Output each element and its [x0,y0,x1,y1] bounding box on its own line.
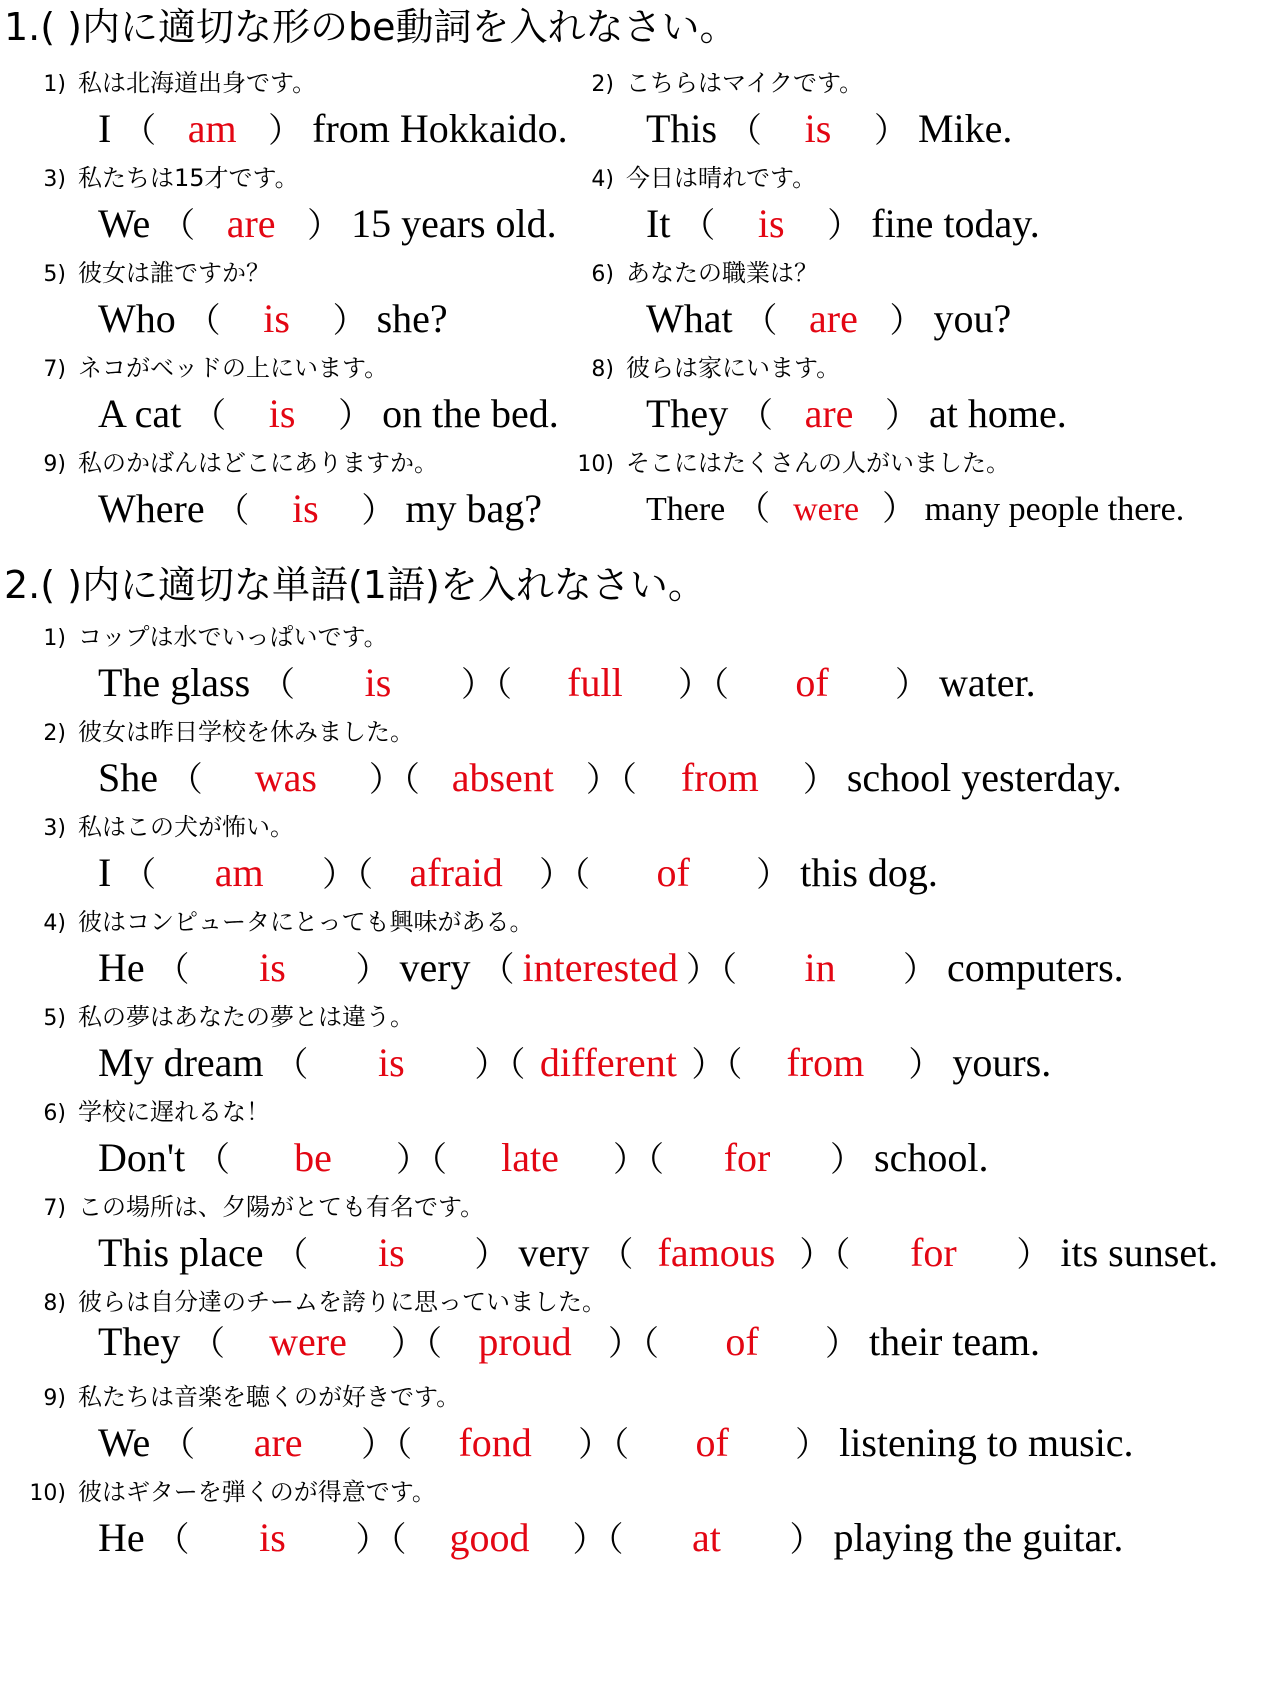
paren-close: ） [578,1425,613,1465]
sentence-mid: very [389,945,481,990]
sentence [646,292,1011,346]
paren-close: ） [885,396,919,436]
prompt-jp [0,1382,460,1412]
answer-blank-1[interactable]: is [259,945,286,990]
answer-blank-3[interactable]: for [910,1230,957,1275]
prompt-jp [0,163,299,193]
paren-open: （ [573,855,591,895]
sentence [98,656,1036,710]
s1-item-2 [548,68,1188,168]
paren-open: （ [150,1425,196,1465]
paren-close: ） [332,301,367,341]
sentence-pre: Don't [98,1135,186,1180]
sentence-pre: They [98,1319,181,1364]
sentence [98,941,1124,995]
sentence-post: this dog. [790,850,938,895]
sentence-pre: My dream [98,1040,264,1085]
answer-blank[interactable]: is [292,486,319,531]
prompt-text: 私はこの犬が怖い。 [78,813,294,841]
paren-close: ） [678,665,712,705]
answer-blank-3[interactable]: of [695,1420,729,1465]
sentence [98,387,559,441]
item-number: 4) [43,911,66,936]
s1-item-6 [548,258,1188,358]
sentence-mid: very [508,1230,600,1275]
prompt-text: 私たちは15才です。 [78,164,299,192]
item-number: 3) [43,816,66,841]
sentence [98,482,542,536]
section2-title: 2.( )内に適切な単語(1語)を入れなさい。 [4,563,706,607]
answer-blank-1[interactable]: is [377,1230,405,1275]
paren-open: （ [175,301,221,341]
paren-open: （ [606,1520,624,1560]
prompt-jp [0,353,388,383]
s1-item-10 [548,448,1280,548]
prompt-jp [0,258,270,288]
prompt-text: 彼はギターを弾くのが得意です。 [78,1478,436,1506]
paren-close: ） [368,760,403,800]
prompt-text: この場所は、夕陽がとても有名です。 [78,1193,485,1221]
item-number: 7) [43,357,66,382]
item-number: 7) [43,1196,66,1221]
sentence-post: its sunset. [1050,1230,1219,1275]
paren-close: ） [789,1520,824,1560]
s1-item-7 [0,353,640,453]
answer-blank[interactable]: are [809,296,858,341]
answer-blank-3[interactable]: of [656,850,690,895]
answer-blank-2[interactable]: afraid [409,850,503,895]
s2-item-4 [0,907,1280,1007]
item-number: 8) [591,357,614,382]
answer-blank-3[interactable]: for [723,1135,771,1180]
answer-blank-1[interactable]: are [253,1420,303,1465]
paren-open: （ [508,1045,526,1085]
paren-close: ） [903,950,938,990]
paren-open: （ [720,950,738,990]
prompt-text: そこにはたくさんの人がいました。 [626,449,1010,477]
sentence-pre: He [98,945,145,990]
sentence [646,102,1012,156]
paren-open: （ [158,760,203,800]
answer-blank-2[interactable]: fond [458,1420,532,1465]
paren-close: ） [539,855,574,895]
sentence [98,292,448,346]
answer-blank[interactable]: is [263,296,290,341]
paren-open: （ [204,491,250,531]
answer-blank-2[interactable]: late [501,1135,559,1180]
sentence-post: school yesterday. [836,755,1122,800]
sentence-post: many people there. [916,491,1185,528]
paren-close: ） [461,665,495,705]
paren-close: ） [802,760,837,800]
paren-close: ） [396,1140,431,1180]
sentence [646,197,1040,251]
answer-blank-2[interactable]: proud [478,1319,572,1364]
prompt-text: 学校に遅れるな！ [78,1098,270,1126]
paren-close: ） [830,1140,865,1180]
s2-item-5 [0,1002,1280,1102]
sentence [98,197,557,251]
sentence-post: yours. [942,1040,1052,1085]
paren-open: （ [833,1235,851,1275]
prompt-jp [548,258,818,288]
prompt-text: 私のかばんはどこにありますか。 [78,449,438,477]
paren-open: （ [263,1235,309,1275]
paren-open: （ [250,665,295,705]
s2-item-8 [0,1287,1280,1387]
paren-open: （ [144,950,190,990]
sentence-pre: They [646,391,729,436]
sentence [98,751,1122,805]
sentence-post: fine today. [861,201,1040,246]
prompt-jp [548,448,1010,478]
prompt-jp [0,448,438,478]
prompt-jp [0,622,388,652]
paren-close: ） [686,950,721,990]
paren-close: ） [895,665,929,705]
sentence-pre: I [98,850,112,895]
paren-close: ） [608,1324,642,1364]
paren-close: ） [613,1140,648,1180]
paren-close: ） [825,1324,859,1364]
item-number: 6) [43,1101,66,1126]
prompt-text: 彼らは家にいます。 [626,354,841,382]
answer-blank-2[interactable]: good [449,1515,530,1560]
sentence-post: on the bed. [372,391,559,436]
paren-close: ） [572,1520,607,1560]
sentence-pre: He [98,1515,145,1560]
sentence-pre: We [98,1420,151,1465]
paren-close: ） [355,1520,390,1560]
item-number: 1) [43,72,66,97]
s1-item-3 [0,163,640,263]
sentence-post: you? [923,296,1012,341]
paren-close: ） [756,855,791,895]
paren-open: （ [430,1140,448,1180]
paren-close: ） [908,1045,943,1085]
paren-close: ） [322,855,357,895]
paren-open: （ [180,1324,225,1364]
sentence-pre: She [98,755,158,800]
prompt-text: こちらはマイクです。 [626,69,864,97]
answer-blank[interactable]: were [793,491,860,528]
prompt-jp [0,1287,606,1317]
answer-blank[interactable]: are [226,201,276,246]
answer-blank-1[interactable]: is [364,660,392,705]
sentence-post: at home. [919,391,1067,436]
s2-item-3 [0,812,1280,912]
sentence-pre: I [98,106,112,151]
answer-blank-2[interactable]: different [539,1040,677,1085]
paren-close: ） [268,111,303,151]
s2-item-7 [0,1192,1280,1292]
sentence [98,1315,1040,1369]
answer-blank[interactable]: is [268,391,296,436]
paren-open: （ [725,1045,743,1085]
answer-blank-3[interactable]: at [692,1515,721,1560]
prompt-jp [0,1192,484,1222]
s2-item-1 [0,622,1280,722]
answer-blank-2[interactable]: full [567,660,623,705]
prompt-jp [0,812,294,842]
paren-open: （ [150,206,196,246]
prompt-text: 彼はコンピュータにとっても興味がある。 [78,908,534,936]
paren-close: ） [691,1045,726,1085]
paren-close: ） [882,489,917,529]
answer-blank[interactable]: is [804,106,832,151]
sentence-post: their team. [859,1319,1041,1364]
item-number: 5) [43,262,66,287]
prompt-jp [0,1097,270,1127]
prompt-text: 彼女は昨日学校を休みました。 [78,718,414,746]
sentence-pre: A cat [98,391,182,436]
paren-close: ） [827,206,862,246]
prompt-text: コップは水でいっぱいです。 [78,623,388,651]
sentence [98,102,568,156]
sentence [98,1131,988,1185]
item-number: 5) [43,1006,66,1031]
s2-item-10 [0,1477,1280,1577]
sentence-pre: Where [98,486,205,531]
paren-close: ） [474,1045,509,1085]
answer-blank[interactable]: is [757,201,785,246]
paren-open: （ [732,301,778,341]
item-number: 1) [43,626,66,651]
sentence-post: Mike. [907,106,1013,151]
sentence-post: listening to music. [829,1420,1134,1465]
paren-close: ） [361,491,396,531]
paren-open: （ [111,855,157,895]
item-number: 10) [29,1481,66,1506]
prompt-text: 彼らは自分達のチームを誇りに思っていました。 [78,1288,606,1316]
paren-close: ） [799,1235,834,1275]
paren-open: （ [717,111,762,151]
s1-item-9 [0,448,640,548]
paren-close: ） [307,206,342,246]
item-number: 9) [43,452,66,477]
paren-close: ） [585,760,620,800]
sentence [98,1511,1123,1565]
answer-blank-1[interactable]: is [377,1040,405,1085]
prompt-text: あなたの職業は？ [626,259,818,287]
answer-blank[interactable]: are [804,391,854,436]
prompt-jp [548,68,863,98]
prompt-jp [0,907,534,937]
prompt-jp [0,717,414,747]
sentence [98,1036,1051,1090]
s1-item-1 [0,68,640,168]
answer-blank-1[interactable]: be [294,1135,332,1180]
sentence-pre: This [646,106,718,151]
paren-open: （ [402,760,420,800]
paren-open: （ [425,1324,442,1364]
paren-open: （ [619,760,637,800]
item-number: 10) [577,452,614,477]
paren-open: （ [599,1235,634,1275]
paren-close: ） [1016,1235,1051,1275]
sentence [646,482,1184,536]
item-number: 9) [43,1386,66,1411]
paren-close: ） [474,1235,509,1275]
item-number: 3) [43,167,66,192]
item-number: 2) [43,721,66,746]
sentence-pre: Who [98,296,176,341]
prompt-text: 私は北海道出身です。 [78,69,317,97]
answer-blank-3[interactable]: from [680,755,759,800]
answer-blank-3[interactable]: of [795,660,829,705]
paren-close: ） [889,301,924,341]
paren-open: （ [263,1045,309,1085]
prompt-text: 彼女は誰ですか？ [78,259,270,287]
answer-blank-1[interactable]: was [254,755,317,800]
answer-blank-1[interactable]: is [259,1515,286,1560]
prompt-text: 私の夢はあなたの夢とは違う。 [78,1003,414,1031]
sentence-pre: The glass [98,660,251,705]
paren-open: （ [356,855,374,895]
prompt-jp [548,163,816,193]
prompt-jp [0,68,316,98]
paren-open: （ [480,950,515,990]
sentence [646,387,1067,441]
answer-blank-2[interactable]: famous [657,1230,776,1275]
section1-title: 1.( )内に適切な形のbe動詞を入れなさい。 [4,5,738,49]
s2-item-6 [0,1097,1280,1197]
answer-blank-3[interactable]: in [804,945,836,990]
sentence-pre: We [98,201,151,246]
answer-blank[interactable]: am [187,106,237,151]
sentence-pre: It [646,201,671,246]
s1-item-5 [0,258,640,358]
sentence-pre: What [646,296,733,341]
paren-open: （ [712,665,729,705]
s2-item-2 [0,717,1280,817]
sentence [98,1416,1134,1470]
paren-open: （ [725,489,771,529]
answer-blank-3[interactable]: of [725,1319,759,1364]
paren-close: ） [338,396,373,436]
paren-open: （ [670,206,716,246]
paren-open: （ [181,396,227,436]
paren-open: （ [647,1140,665,1180]
prompt-text: ネコがベッドの上にいます。 [78,354,389,382]
sentence [98,846,938,900]
sentence [98,1226,1218,1280]
answer-blank-3[interactable]: from [786,1040,865,1085]
prompt-text: 私たちは音楽を聴くのが好きです。 [78,1383,461,1411]
paren-close: ） [873,111,908,151]
paren-close: ） [391,1324,425,1364]
answer-blank-2[interactable]: interested [522,945,679,990]
paren-open: （ [612,1425,630,1465]
paren-open: （ [728,396,773,436]
sentence-post: she? [366,296,448,341]
sentence-post: 15 years old. [341,201,557,246]
paren-open: （ [389,1520,407,1560]
paren-open: （ [185,1140,231,1180]
sentence-post: water. [929,660,1036,705]
paren-open: （ [495,665,512,705]
prompt-text: 今日は晴れです。 [626,164,817,192]
sentence-pre: There [646,491,726,528]
paren-open: （ [395,1425,413,1465]
sentence-post: my bag? [395,486,543,531]
paren-close: ） [361,1425,396,1465]
sentence-post: from Hokkaido. [302,106,568,151]
paren-open: （ [144,1520,190,1560]
s2-item-9 [0,1382,1280,1482]
prompt-jp [0,1477,436,1507]
item-number: 8) [43,1291,66,1316]
sentence-post: school. [864,1135,989,1180]
paren-open: （ [111,111,157,151]
sentence-pre: This place [98,1230,264,1275]
prompt-jp [0,1002,414,1032]
sentence-post: playing the guitar. [823,1515,1124,1560]
paren-close: ） [795,1425,830,1465]
prompt-jp [548,353,840,383]
answer-blank-2[interactable]: absent [451,755,554,800]
item-number: 4) [591,167,614,192]
item-number: 6) [591,262,614,287]
item-number: 2) [591,72,614,97]
sentence-post: computers. [937,945,1124,990]
paren-open: （ [642,1324,659,1364]
s1-item-8 [548,353,1188,453]
answer-blank-1[interactable]: am [214,850,264,895]
paren-close: ） [355,950,390,990]
answer-blank-1[interactable]: were [269,1319,347,1364]
s1-item-4 [548,163,1188,263]
